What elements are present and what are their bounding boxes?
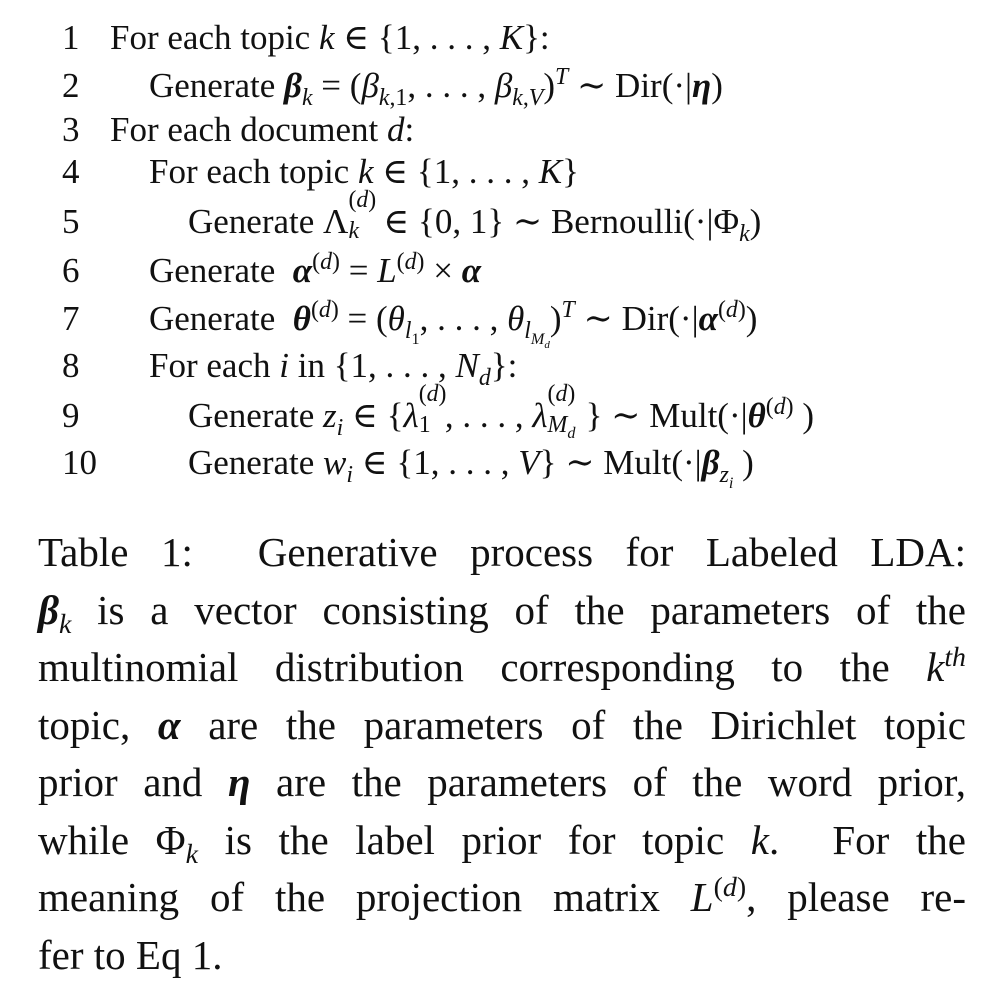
line-number: 2 [62, 66, 80, 105]
caption-line-4: topic, α are the parameters of the Dirichlet topic [38, 701, 966, 748]
line-text: Generate $\theta^{(d)} = (\theta_{l_1}$, . . . , $\theta_{l_{M_d}})^T$ ∼ $Dir(\cdot|\alpha^{(d)})$ [149, 296, 758, 351]
line-number: 4 [62, 152, 80, 191]
table-caption [38, 524, 966, 984]
line-text: Generate $w_i$ ∈ {1, . . . , V} ∼ $Mult(\cdot|\beta_{z_i}$ ) [188, 443, 754, 492]
line-text: Generate $z_i$ ∈ {λ (d) 1 , . . . , λ (d) $M_d$ } ∼ $Mult(\cdot|\theta^{(d)}$ ) [188, 380, 814, 442]
line-number: 7 [62, 299, 80, 338]
caption-line-3: multinomial distribution corresponding to the $k^{th}$ [38, 641, 966, 690]
line-text: Generate Λ (d) k ∈ {0, 1} ∼ $Bernoulli(\cdot|\Phi_k)$ [188, 186, 762, 248]
line-text: Generate $\alpha^{(d)} = L^{(d)} \times \alpha$ [149, 248, 482, 290]
line-text: For each topic k ∈ {1, . . . , K} [149, 152, 579, 191]
line-number: 3 [62, 110, 80, 149]
line-number: 9 [62, 396, 80, 435]
caption-line-1: Table 1: Generative process for Labeled LDA: [38, 529, 966, 575]
line-text: Generate $\beta_k = (\beta_{k,1}$, . . . , $\beta_{k,V})^T$ ∼ Dir(·|η) [149, 63, 723, 112]
caption-line-2: $\beta_k$ is a vector consisting of the parameters of the [38, 586, 966, 641]
caption-line-6: while $\Phi_k$ is the label prior for topic k. For the [38, 816, 967, 871]
line-text: For each topic k ∈ {1, . . . , K}: [110, 18, 550, 57]
caption-line-7: meaning of the projection matrix $L^{(d)}$, please re- [38, 871, 966, 920]
line-number: 5 [62, 202, 80, 241]
line-text: For each i in {1, . . . , $N_d$}: [149, 346, 518, 392]
caption-line-8: fer to Eq 1. [38, 931, 223, 978]
line-number: 10 [62, 443, 97, 482]
caption-line-5: prior and η are the parameters of the word prior, [38, 759, 966, 805]
line-text: For each document d: [110, 110, 415, 149]
line-number: 8 [62, 346, 80, 385]
line-number: 1 [62, 18, 80, 57]
line-number: 6 [62, 251, 80, 290]
